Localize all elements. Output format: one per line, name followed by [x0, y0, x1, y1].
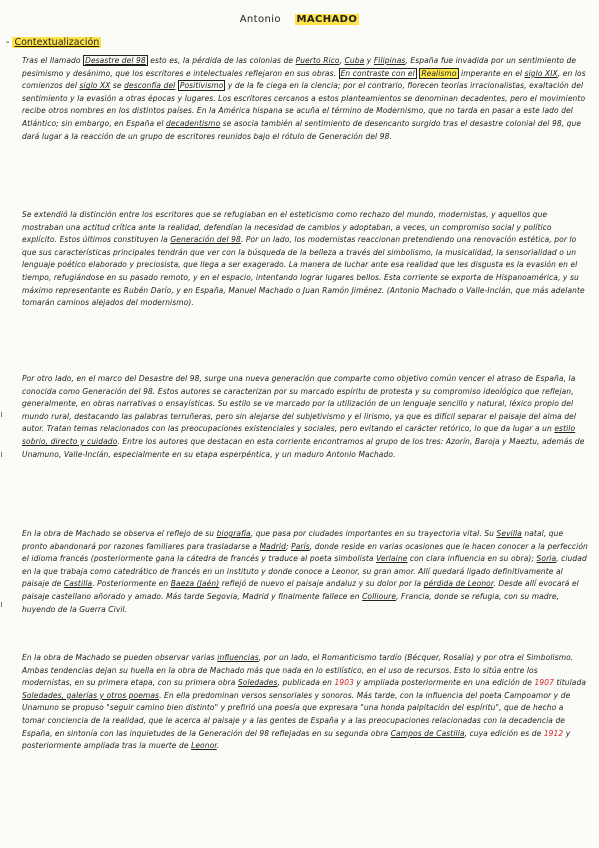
text-run: En la obra de Machado se pueden observar varias	[22, 653, 218, 662]
text-run: y posteriormente ampliada tras la muerte de	[22, 728, 571, 751]
text-run: reflejó de nuevo el paisaje andaluz y su dolor por la	[219, 579, 424, 589]
text-run: , en los comienzos del	[22, 68, 586, 91]
text-run: Tras el llamado	[22, 56, 84, 65]
text-run: se asocia también al sentimiento de desencanto surgido tras el desastre colonial del 98, que dará lugar a la reacción de un grupo de escritores reunidos bajo el rótulo de Generación del 98.	[22, 118, 582, 141]
key-term-perdida-leonor: pérdida de Leonor	[423, 579, 494, 589]
paragraph-generation-98	[22, 373, 588, 461]
key-term-positivismo: Positivismo	[179, 81, 224, 91]
text-run: , España fue invadida por un sentimiento de pesimismo y desánimo, que los escritores e intelectuales reflejaron en sus obras.	[22, 56, 577, 78]
key-term-siglo-xx: siglo XX	[79, 81, 111, 91]
text-run: , que pasa por ciudades importantes en su trayectoria vital. Su	[250, 529, 497, 538]
margin-mark	[1, 602, 6, 607]
key-term-campos-castilla: Campos de Castilla	[390, 728, 465, 738]
author-first-name: Antonio	[239, 14, 281, 25]
author-last-name: MACHADO	[296, 14, 358, 25]
key-term-filipinas: Filipinas	[373, 56, 406, 65]
text-run: , ciudad en la que trabaja como catedrático de francés en un instituto y donde conoce a Leonor, su gran amor. Allí quedará ligado definitivamente al paisaje de	[22, 554, 587, 589]
text-run: . Desde allí evocará el paisaje castellano añorado y amado. Más tarde Segovia, Madrid y finalmente fallece en	[22, 579, 579, 601]
key-term-soria: Soria	[536, 554, 557, 564]
text-run: .	[216, 741, 220, 751]
text-run: , por un lado, el Romanticismo tardío (Bécquer, Rosalía) y por otra el Simbolismo. Ambas tendencias dejan su huella en la obra de Machado más que nada en lo estilístico, en el uso de recursos. Esto lo sitúa entre los modernistas, en su primera etapa, con su primera obra	[22, 653, 574, 688]
text-run: natal, que pronto abandonará por razones familiares para trasladarse a	[22, 529, 564, 551]
text-run: y ampliada posteriormente en una edición de	[353, 678, 535, 688]
key-term-puerto-rico: Puerto Rico	[295, 56, 340, 65]
key-term-collioure: Collioure	[362, 591, 397, 601]
text-run: ,	[339, 56, 345, 65]
year-1903: 1903	[334, 678, 354, 688]
text-run: imperante en el	[458, 68, 525, 78]
text-run: y	[364, 56, 374, 65]
page-header	[0, 14, 599, 25]
text-run: ;	[285, 541, 292, 551]
key-term-realismo: Realismo	[421, 68, 457, 78]
key-term-biografia: biografía	[216, 529, 251, 538]
year-1912: 1912	[543, 728, 564, 738]
paragraph-modernism	[22, 209, 588, 310]
text-run: titulada	[553, 678, 587, 688]
key-term-siglo-xix: siglo XIX	[524, 68, 558, 78]
key-term-sevilla: Sevilla	[496, 529, 522, 538]
text-run: En la obra de Machado se observa el reflejo de su	[22, 529, 217, 538]
key-term-influencias: influencias	[217, 653, 259, 662]
text-run: . Entre los autores que destacan en esta corriente encontramos al grupo de los tres: Azorín, Baroja y Maeztu, además de Unamuno, Valle-Inclán, especialmente en su etapa esperpéntica, y un maduro Antonio Machado.	[22, 436, 585, 459]
key-term-madrid: Madrid	[259, 541, 286, 551]
text-run: , publicada en	[277, 678, 335, 688]
section-title-label: Contextualización	[14, 37, 100, 48]
text-run: con clara influencia en su obra);	[407, 554, 537, 564]
text-run: Se extendió la distinción entre los escritores que se refugiaban en el esteticismo como rechazo del mundo, modernistas, y aquellos que mostraban una actitud crítica ante la realidad, defendían la necesidad de cambios y adoptaban, a veces, un compromiso social y político explícito. Estos últimos constituyen la	[22, 210, 552, 245]
key-term-soledades-galerias: Soledades, galerías y otros poemas	[22, 690, 160, 700]
key-term-desconfia: desconfía del	[124, 81, 176, 91]
text-run: . Por un lado, los modernistas reaccionan pretendiendo una renovación estética, por lo que sus características principales tendrán que ver con la búsqueda de la belleza a través del simbolismo, la musicalidad, la sensorialidad o un lenguaje poético elaborado y preciosista, que llega a ser exagerado. La manera de luchar ante esa realidad que les disgusta es la evasión en el tiempo, refugiándose en su pasado remoto, y en el espacio, intentando lograr lugares bellos. Esta corriente se exporta de Hispanoamérica, y su máximo representante es Rubén Darío, y en España, Manuel Machado o Juan Ramón Jiménez. (Antonio Machado o Valle-Inclán, que más adelante tomarán caminos alejados del modernismo).	[22, 235, 585, 308]
text-run: , cuya edición es de	[464, 728, 544, 738]
key-term-baeza: Baeza (Jaén)	[170, 579, 220, 589]
paragraph-influences	[22, 652, 588, 753]
section-title: - Contextualización	[6, 37, 100, 48]
key-term-contraste: En contraste con el	[340, 68, 415, 78]
key-term-desastre-98: Desastre del 98	[85, 56, 146, 65]
key-term-verlaine: Verlaine	[376, 554, 408, 564]
text-run: esto es, la pérdida de las colonias de	[147, 56, 296, 65]
paragraph-biography	[22, 528, 588, 616]
key-term-leonor: Leonor	[191, 741, 217, 751]
text-run: Por otro lado, en el marco del Desastre del 98, surge una nueva generación que comparte como objetivo común vencer el atraso de España, la conocida como Generación del 98. Estos autores se caracterizan por su marcado espíritu de protesta y su compromiso ideológico que reflejan, generalmente, en obras narrativas o ensayísticas. Su estilo se ve marcado por la utilización de un lenguaje sencillo y natural, léxico propio del mundo rural, destacando las palabras terruñeras, pero sin alejarse del subjetivismo y el lirismo, ya que es difícil separar el paisaje del alma del autor. Tratan temas relacionados con las preocupaciones existenciales y sociales, pero evitando el carácter retórico, lo que da lugar a un	[22, 374, 577, 434]
key-term-decadentismo: decadentismo	[166, 118, 221, 128]
year-1907: 1907	[534, 678, 554, 688]
key-term-castilla: Castilla	[63, 579, 93, 589]
text-run: . En ella predominan versos sensoriales y sonoros. Más tarde, con la influencia del poeta Campoamor y de Unamuno se propuso "seguir camino bien distinto" y prefirió una poesía que expresara "una honda palpitación del espíritu", que de hecho a tomar conciencia de la realidad, que le acerca al paisaje y a las gentes de España y a las preocupaciones relacionadas con la decadencia de España, en sintonía con las inquietudes de la Generación del 98 reflejadas en su segunda obra	[22, 690, 571, 738]
text-run: , Francia, donde se refugia, con su madre, huyendo de la Guerra Civil.	[22, 591, 560, 614]
text-run: se	[110, 81, 125, 91]
margin-mark	[1, 412, 6, 417]
key-term-paris: París	[291, 541, 310, 551]
text-run: , donde reside en varias ocasiones que le hacen conocer a la perfección el idioma francés (posteriormente gana la cátedra de francés y traduce al poeta simbolista	[22, 541, 588, 564]
key-term-cuba: Cuba	[344, 56, 365, 65]
text-run: . Posteriormente en	[92, 579, 171, 589]
margin-mark	[1, 452, 6, 457]
key-term-estilo: estilo sobrio, directo y cuidado	[22, 424, 576, 446]
key-term-soledades: Soledades	[237, 678, 278, 688]
key-term-generacion-98: Generación del 98	[170, 235, 241, 245]
paragraph-context	[22, 55, 588, 143]
text-run: y de la fe ciega en la ciencia; por el contrario, florecen teorías irracionalistas, exaltación del sentimiento y la evasión a otras épocas y lugares. Los escritores cercanos a estos planteamientos se denominan decadentes, pero el movimiento recibe otros nombres en los distintos países. En la América hispana se acuña el término de Modernismo, que no tarda en pasar a este lado del Atlántico; sin embargo, en España el	[22, 81, 586, 128]
